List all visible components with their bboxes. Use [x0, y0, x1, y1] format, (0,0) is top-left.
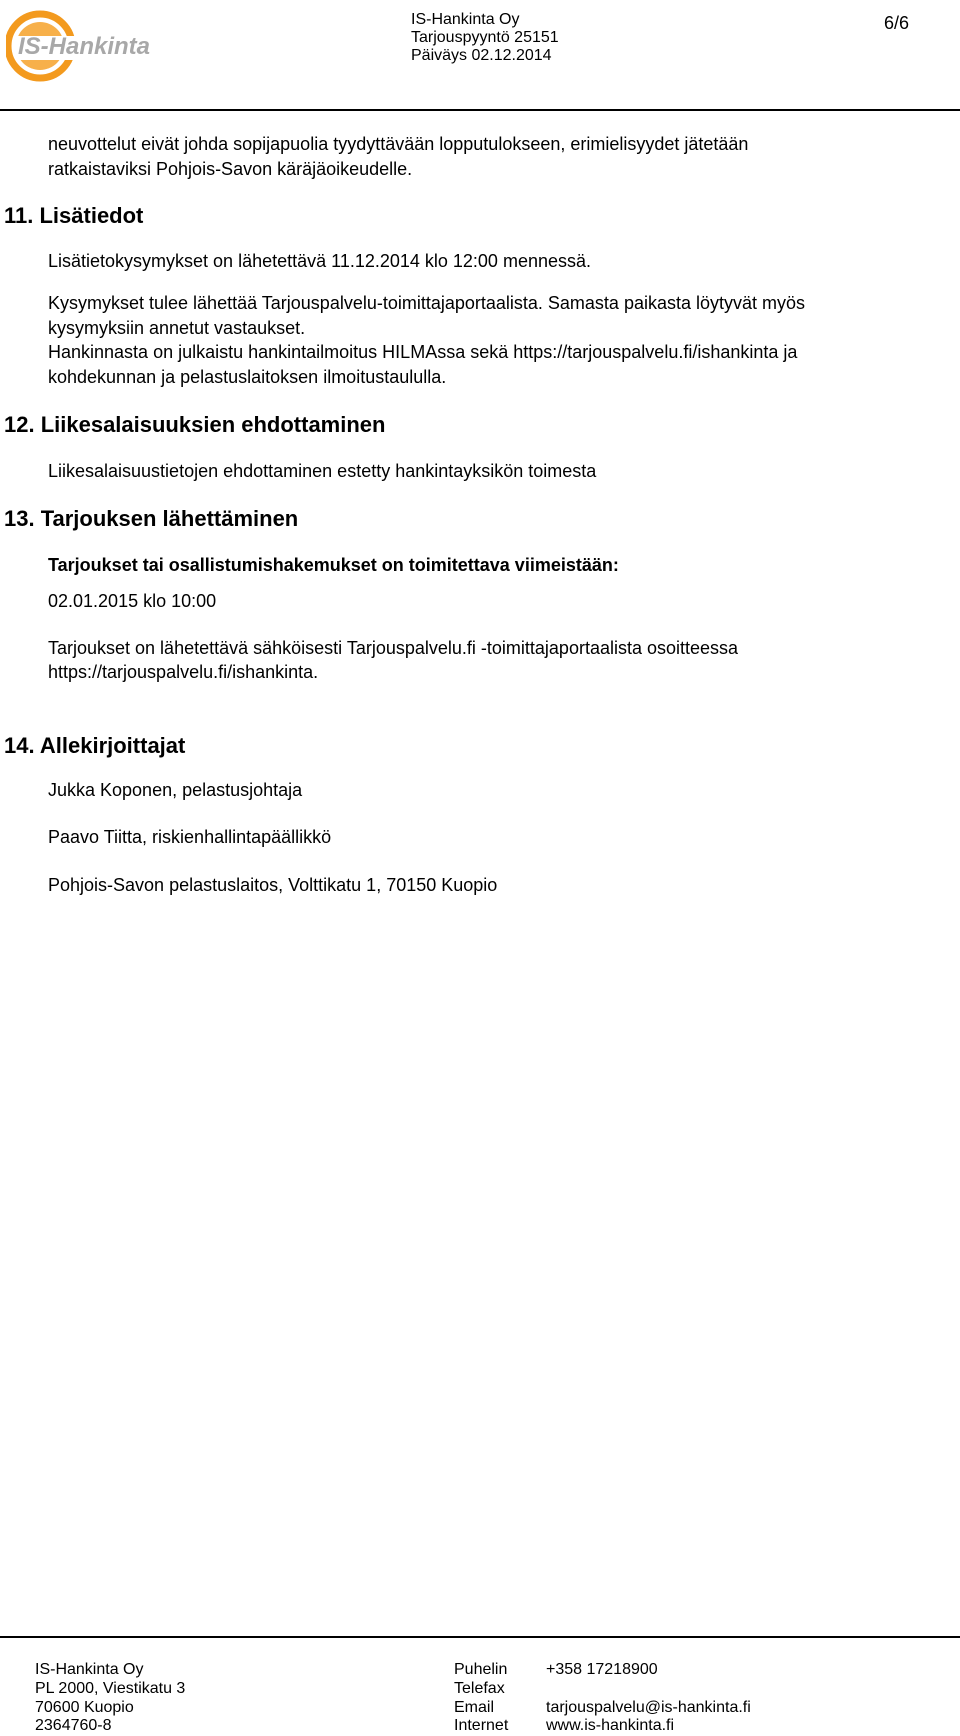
footer-phone-label: Puhelin: [454, 1661, 508, 1678]
header-request-number: Tarjouspyyntö 25151: [411, 29, 559, 46]
footer-fax-label: Telefax: [454, 1680, 505, 1697]
footer-email-label: Email: [454, 1699, 495, 1716]
company-logo: [6, 6, 182, 86]
paragraph-line: Tarjoukset on lähetettävä sähköisesti Tarjouspalvelu.fi -toimittajaportaalista osoitteessa: [48, 638, 739, 658]
page-number: 6/6: [884, 13, 910, 33]
paragraph-line: Liikesalaisuustietojen ehdottaminen estetty hankintayksikön toimesta: [48, 461, 597, 481]
paragraph-line: kysymyksiin annetut vastaukset.: [48, 318, 306, 338]
deadline-label: Tarjoukset tai osallistumishakemukset on toimitettava viimeistään:: [48, 555, 619, 575]
paragraph-line: https://tarjouspalvelu.fi/ishankinta.: [48, 662, 319, 682]
header-divider: [0, 109, 960, 111]
deadline-value: 02.01.2015 klo 10:00: [48, 591, 217, 611]
header-date: Päiväys 02.12.2014: [411, 47, 552, 64]
footer-address: PL 2000, Viestikatu 3: [35, 1680, 186, 1697]
section-heading-11: 11. Lisätiedot: [4, 203, 144, 228]
section-heading-14: 14. Allekirjoittajat: [4, 733, 186, 758]
footer-divider: [0, 1636, 960, 1638]
footer-website-link[interactable]: www.is-hankinta.fi: [546, 1717, 675, 1734]
paragraph-line: Hankinnasta on julkaistu hankintailmoitus HILMAssa sekä https://tarjouspalvelu.fi/ishankinta ja: [48, 342, 798, 362]
paragraph-line: Lisätietokysymykset on lähetettävä 11.12.2014 klo 12:00 mennessä.: [48, 251, 591, 271]
footer-business-id: 2364760-8: [35, 1717, 112, 1734]
intro-line: ratkaistaviksi Pohjois-Savon käräjäoikeudelle.: [48, 159, 413, 179]
signer-name: Paavo Tiitta, riskienhallintapäällikkö: [48, 827, 332, 847]
footer-internet-label: Internet: [454, 1717, 509, 1734]
footer-email-link[interactable]: tarjouspalvelu@is-hankinta.fi: [546, 1699, 751, 1716]
section-heading-13: 13. Tarjouksen lähettäminen: [4, 506, 299, 531]
paragraph-line: kohdekunnan ja pelastuslaitoksen ilmoitustaululla.: [48, 367, 447, 387]
organization-address: Pohjois-Savon pelastuslaitos, Volttikatu 1, 70150 Kuopio: [48, 875, 498, 895]
signer-name: Jukka Koponen, pelastusjohtaja: [48, 780, 303, 800]
section-heading-12: 12. Liikesalaisuuksien ehdottaminen: [4, 412, 386, 437]
footer-city: 70600 Kuopio: [35, 1699, 134, 1716]
footer-phone: +358 17218900: [546, 1661, 658, 1678]
intro-line: neuvottelut eivät johda sopijapuolia tyydyttävään lopputulokseen, erimielisyydet jätetään: [48, 134, 749, 154]
footer-company: IS-Hankinta Oy: [35, 1661, 144, 1678]
header-company: IS-Hankinta Oy: [411, 11, 520, 28]
paragraph-line: Kysymykset tulee lähettää Tarjouspalvelu-toimittajaportaalista. Samasta paikasta löytyvät myös: [48, 293, 806, 313]
svg-text:IS-Hankinta: IS-Hankinta: [18, 33, 151, 60]
